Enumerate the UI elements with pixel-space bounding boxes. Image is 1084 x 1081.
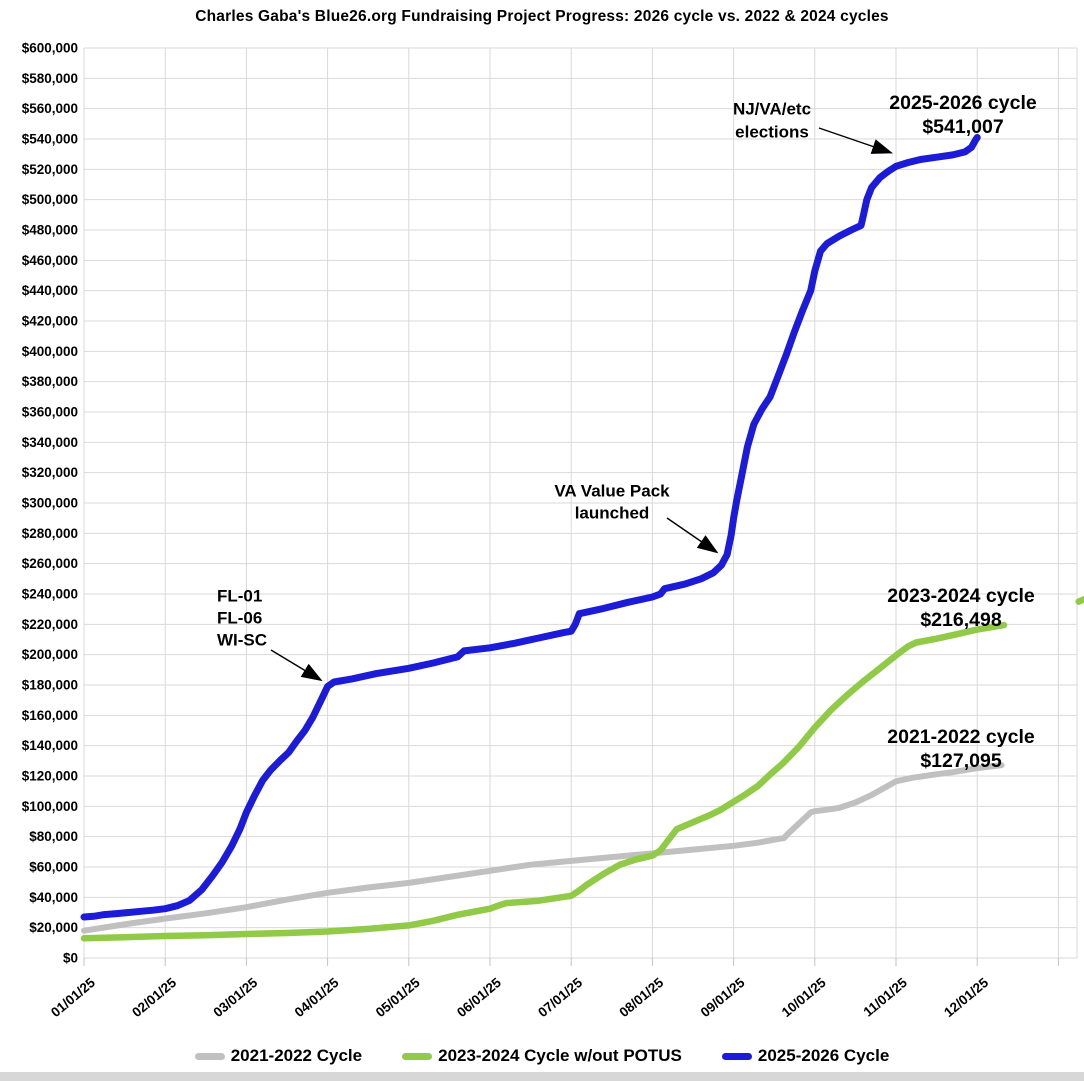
svg-text:$220,000: $220,000 (21, 616, 78, 632)
svg-text:$460,000: $460,000 (21, 252, 78, 268)
svg-text:$340,000: $340,000 (21, 434, 78, 450)
legend-label-2021-2022: 2021-2022 Cycle (230, 1046, 363, 1065)
window-bottom-strip (0, 1072, 1084, 1081)
svg-text:$600,000: $600,000 (21, 40, 78, 56)
svg-text:FL-01: FL-01 (217, 586, 263, 606)
svg-text:$280,000: $280,000 (21, 525, 78, 541)
svg-text:05/01/25: 05/01/25 (372, 974, 423, 1021)
svg-text:$80,000: $80,000 (29, 829, 78, 845)
svg-text:$380,000: $380,000 (21, 374, 78, 390)
svg-text:$240,000: $240,000 (21, 586, 78, 602)
legend-dash-gray (195, 1053, 225, 1060)
svg-text:$216,498: $216,498 (920, 609, 1002, 632)
legend-label-2023-2024: 2023-2024 Cycle w/out POTUS (438, 1046, 682, 1065)
svg-text:launched: launched (574, 503, 650, 523)
svg-text:VA Value Pack: VA Value Pack (554, 481, 670, 501)
svg-text:08/01/25: 08/01/25 (616, 974, 667, 1021)
svg-text:$560,000: $560,000 (21, 101, 78, 117)
svg-text:$580,000: $580,000 (21, 70, 78, 86)
y-axis-labels (22, 41, 78, 966)
svg-text:$140,000: $140,000 (21, 738, 78, 754)
svg-text:11/01/25: 11/01/25 (860, 974, 910, 1020)
x-axis-ticks (84, 958, 1058, 966)
legend-item-2021-2022 (195, 1046, 362, 1066)
series-line-2025-2026-cycle (84, 138, 977, 918)
legend (0, 1040, 1084, 1072)
svg-text:$540,000: $540,000 (21, 131, 78, 147)
svg-text:FL-06: FL-06 (217, 608, 263, 628)
svg-text:$60,000: $60,000 (29, 859, 78, 875)
svg-text:$500,000: $500,000 (21, 192, 78, 208)
svg-text:WI-SC: WI-SC (217, 630, 268, 650)
svg-text:2023-2024 cycle: 2023-2024 cycle (887, 585, 1035, 608)
x-axis-labels (48, 974, 991, 1020)
legend-item-2023-2024 (402, 1046, 682, 1066)
svg-text:06/01/25: 06/01/25 (454, 974, 504, 1021)
svg-text:02/01/25: 02/01/25 (129, 974, 180, 1021)
svg-text:$300,000: $300,000 (21, 495, 78, 511)
svg-text:$200,000: $200,000 (21, 647, 78, 663)
svg-text:07/01/25: 07/01/25 (535, 974, 586, 1021)
svg-text:$320,000: $320,000 (21, 465, 78, 481)
svg-text:$20,000: $20,000 (29, 920, 78, 936)
svg-text:$0: $0 (62, 950, 78, 966)
svg-text:2021-2022 cycle: 2021-2022 cycle (887, 726, 1035, 749)
svg-text:$160,000: $160,000 (21, 707, 78, 723)
svg-text:09/01/25: 09/01/25 (697, 974, 748, 1021)
svg-text:$400,000: $400,000 (21, 343, 78, 359)
annotation-2 (733, 99, 889, 152)
svg-text:$100,000: $100,000 (21, 798, 78, 814)
svg-text:$260,000: $260,000 (21, 556, 78, 572)
series-line-2021-2022-cycle (84, 765, 1002, 931)
svg-text:NJ/VA/etc: NJ/VA/etc (732, 99, 812, 119)
svg-text:01/01/25: 01/01/25 (48, 974, 98, 1021)
svg-text:12/01/25: 12/01/25 (941, 974, 992, 1021)
value-label-0 (889, 92, 1037, 138)
svg-text:$420,000: $420,000 (21, 313, 78, 329)
legend-dash-green (402, 1053, 432, 1060)
svg-text:03/01/25: 03/01/25 (210, 974, 261, 1021)
svg-text:$520,000: $520,000 (21, 161, 78, 177)
legend-item-2025-2026 (722, 1046, 889, 1066)
svg-text:$40,000: $40,000 (29, 889, 78, 905)
svg-text:$440,000: $440,000 (21, 283, 78, 299)
svg-text:$120,000: $120,000 (21, 768, 78, 784)
svg-text:$180,000: $180,000 (21, 677, 78, 693)
svg-text:04/01/25: 04/01/25 (291, 974, 342, 1021)
svg-text:10/01/25: 10/01/25 (778, 974, 829, 1021)
svg-text:$360,000: $360,000 (21, 404, 78, 420)
legend-dash-blue (722, 1053, 752, 1060)
svg-text:$480,000: $480,000 (21, 222, 78, 238)
legend-label-2025-2026: 2025-2026 Cycle (757, 1046, 890, 1065)
svg-text:$127,095: $127,095 (920, 750, 1002, 773)
chart-title: Charles Gaba's Blue26.org Fundraising Project Progress: 2026 cycle vs. 2022 & 2024 cycles (195, 8, 889, 25)
annotation-1 (554, 481, 715, 551)
svg-text:elections: elections (735, 122, 809, 142)
svg-text:$541,007: $541,007 (922, 116, 1004, 139)
value-label-2 (887, 726, 1035, 772)
annotation-0 (217, 586, 319, 679)
svg-text:2025-2026 cycle: 2025-2026 cycle (889, 92, 1037, 115)
